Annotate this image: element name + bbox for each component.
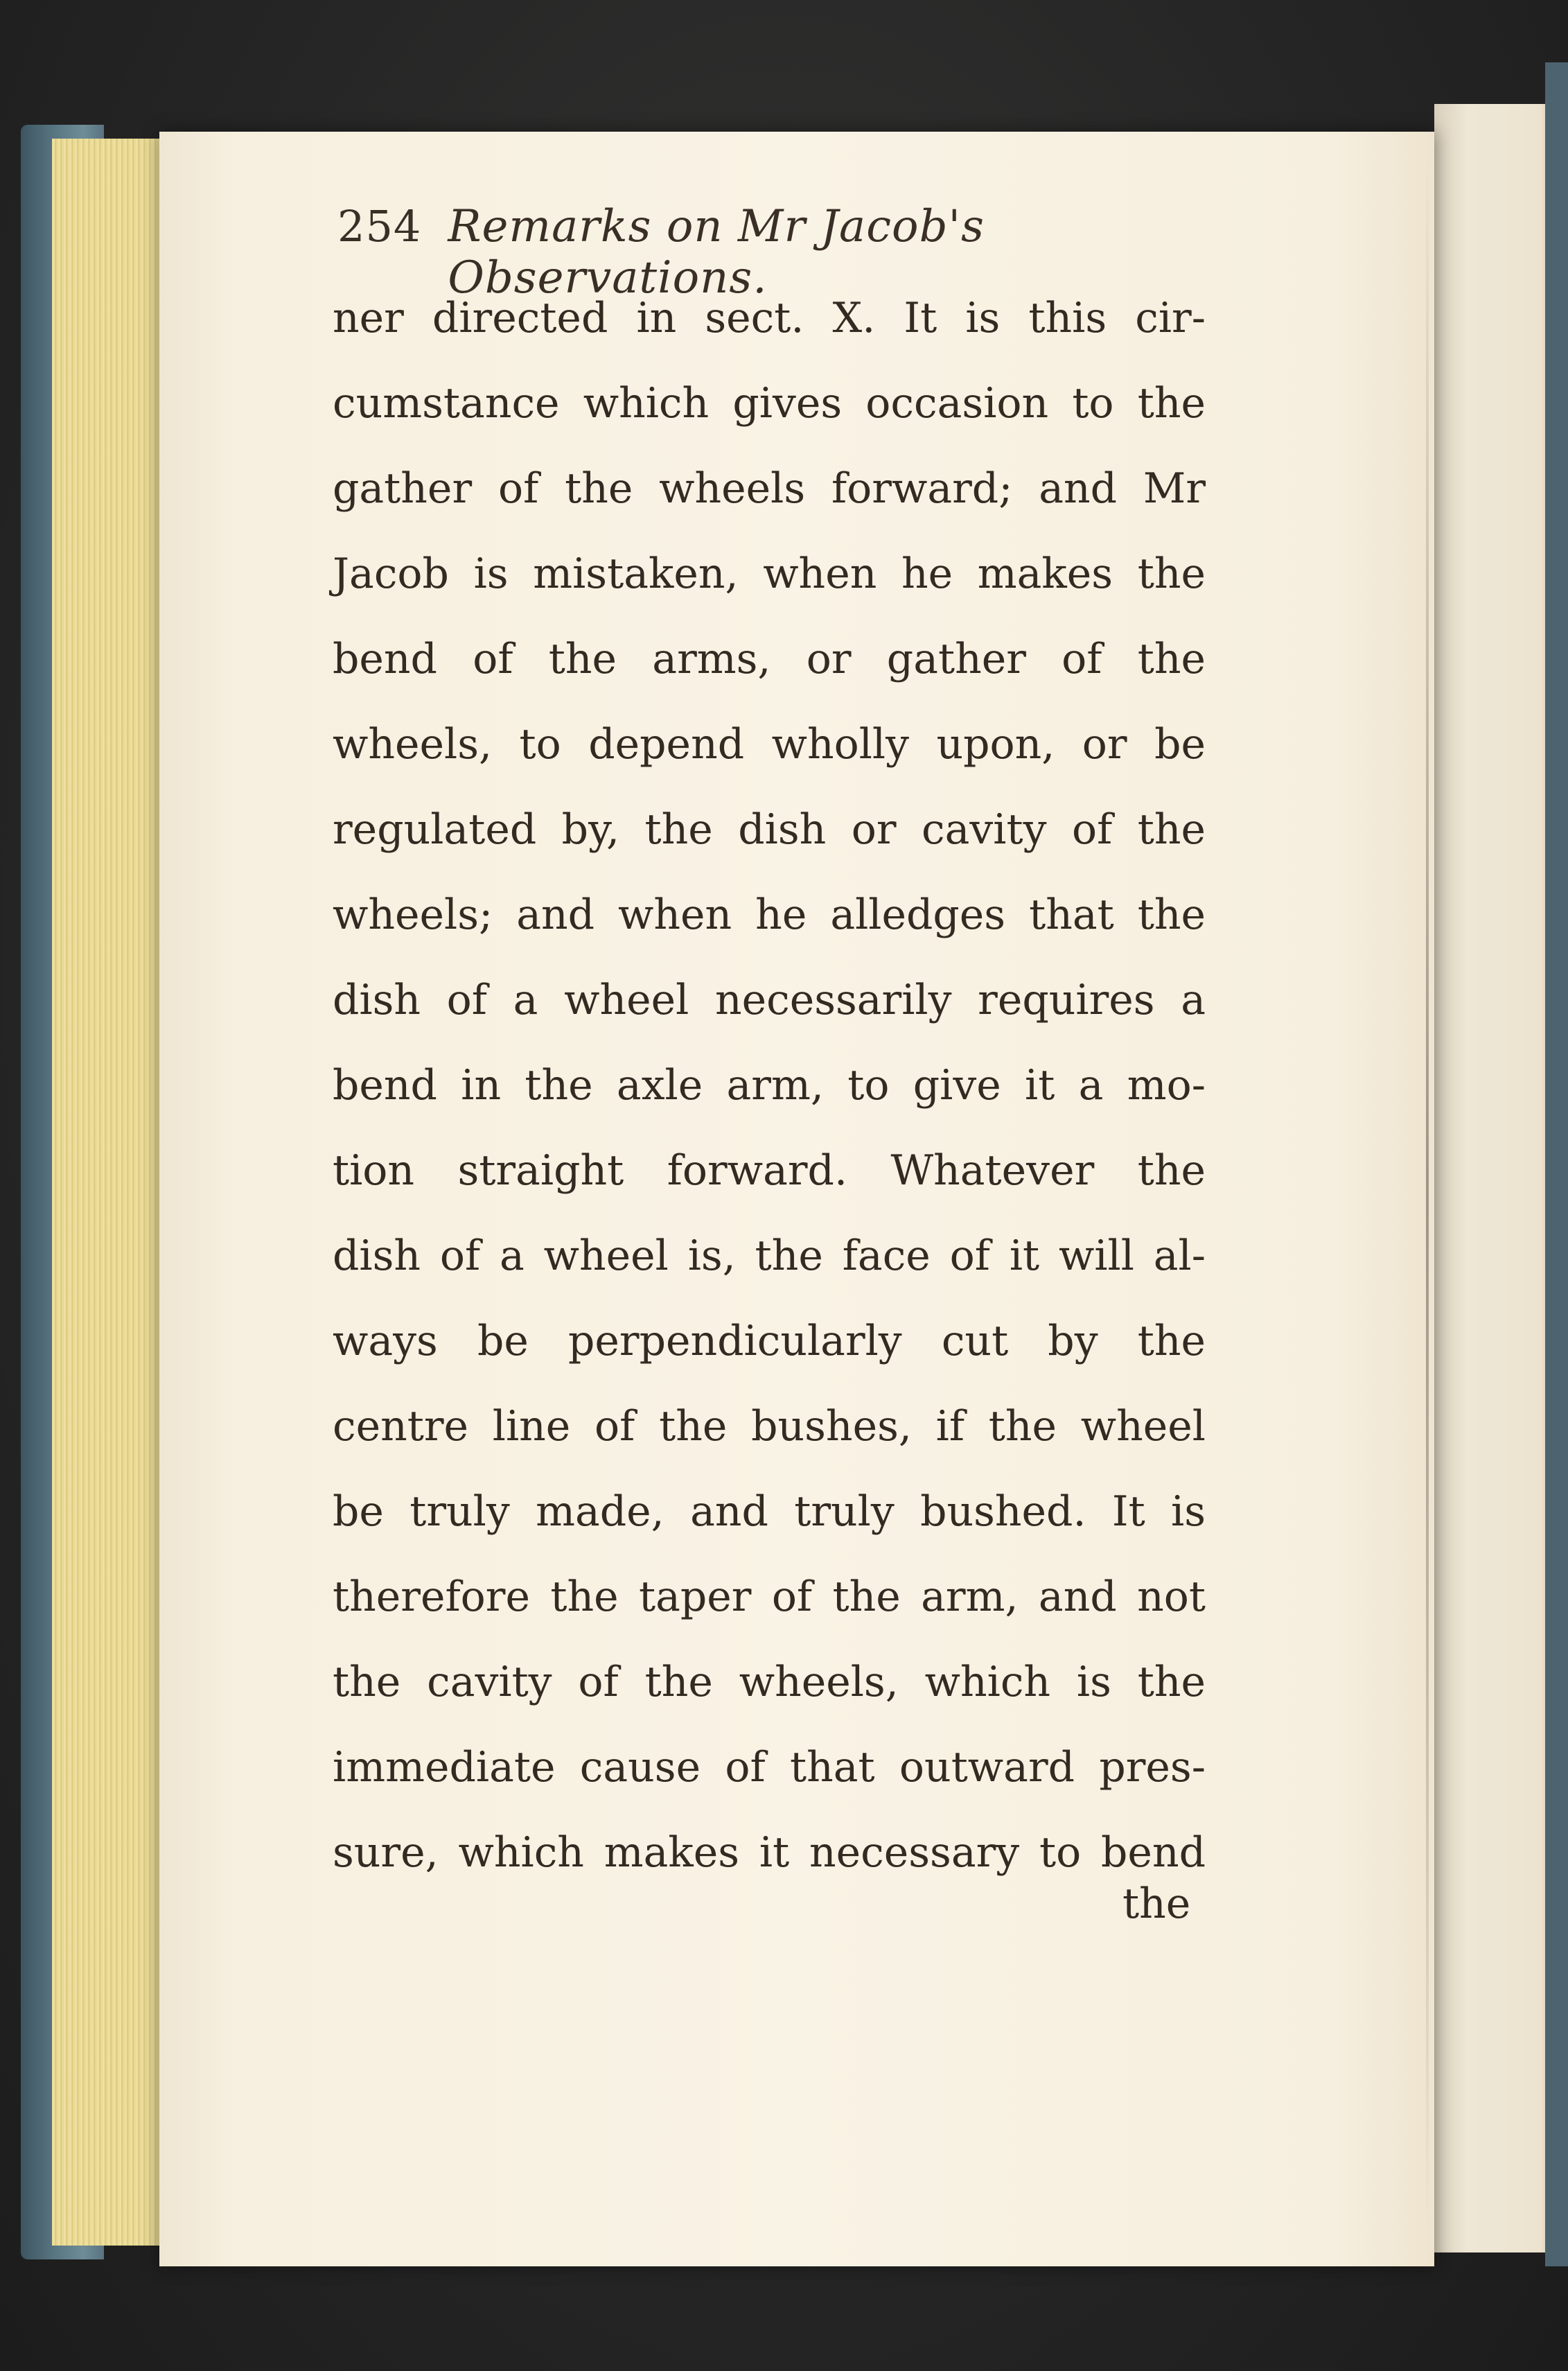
text-line: the cavity of the wheels, which is the (333, 1658, 1206, 1706)
text-line: regulated by, the dish or cavity of the (333, 805, 1206, 854)
text-line: dish of a wheel is, the face of it will al- (333, 1232, 1206, 1280)
text-line: wheels; and when he alledges that the (333, 891, 1206, 939)
book-cover-right (1545, 62, 1568, 2266)
text-line: Jacob is mistaken, when he makes the (333, 550, 1206, 598)
page-header (337, 201, 1204, 304)
text-line: ways be perpendicularly cut by the (333, 1317, 1206, 1365)
text-line: ner directed in sect. X. It is this cir- (333, 294, 1206, 342)
text-line: sure, which makes it necessary to bend (333, 1828, 1206, 1877)
gutter-shadow (1426, 152, 1429, 2232)
text-line: centre line of the bushes, if the wheel (333, 1402, 1206, 1451)
text-line: dish of a wheel necessarily requires a (333, 976, 1206, 1024)
body-text (333, 276, 1206, 1896)
catchword: the (1122, 1880, 1191, 1928)
text-line: wheels, to depend wholly upon, or be (333, 720, 1206, 769)
text-line: bend of the arms, or gather of the (333, 635, 1206, 683)
running-title: Remarks on Mr Jacob's Observations. (448, 201, 985, 304)
text-line: gather of the wheels forward; and Mr (333, 464, 1206, 513)
text-line: cumstance which gives occasion to the (333, 379, 1206, 428)
text-line: tion straight forward. Whatever the (333, 1146, 1206, 1195)
text-line: therefore the taper of the arm, and not (333, 1573, 1206, 1621)
text-line: bend in the axle arm, to give it a mo- (333, 1061, 1206, 1110)
text-line: immediate cause of that outward pres- (333, 1743, 1206, 1792)
text-line: be truly made, and truly bushed. It is (333, 1487, 1206, 1536)
page-edges (52, 139, 164, 2246)
page-number: 254 (337, 201, 422, 252)
